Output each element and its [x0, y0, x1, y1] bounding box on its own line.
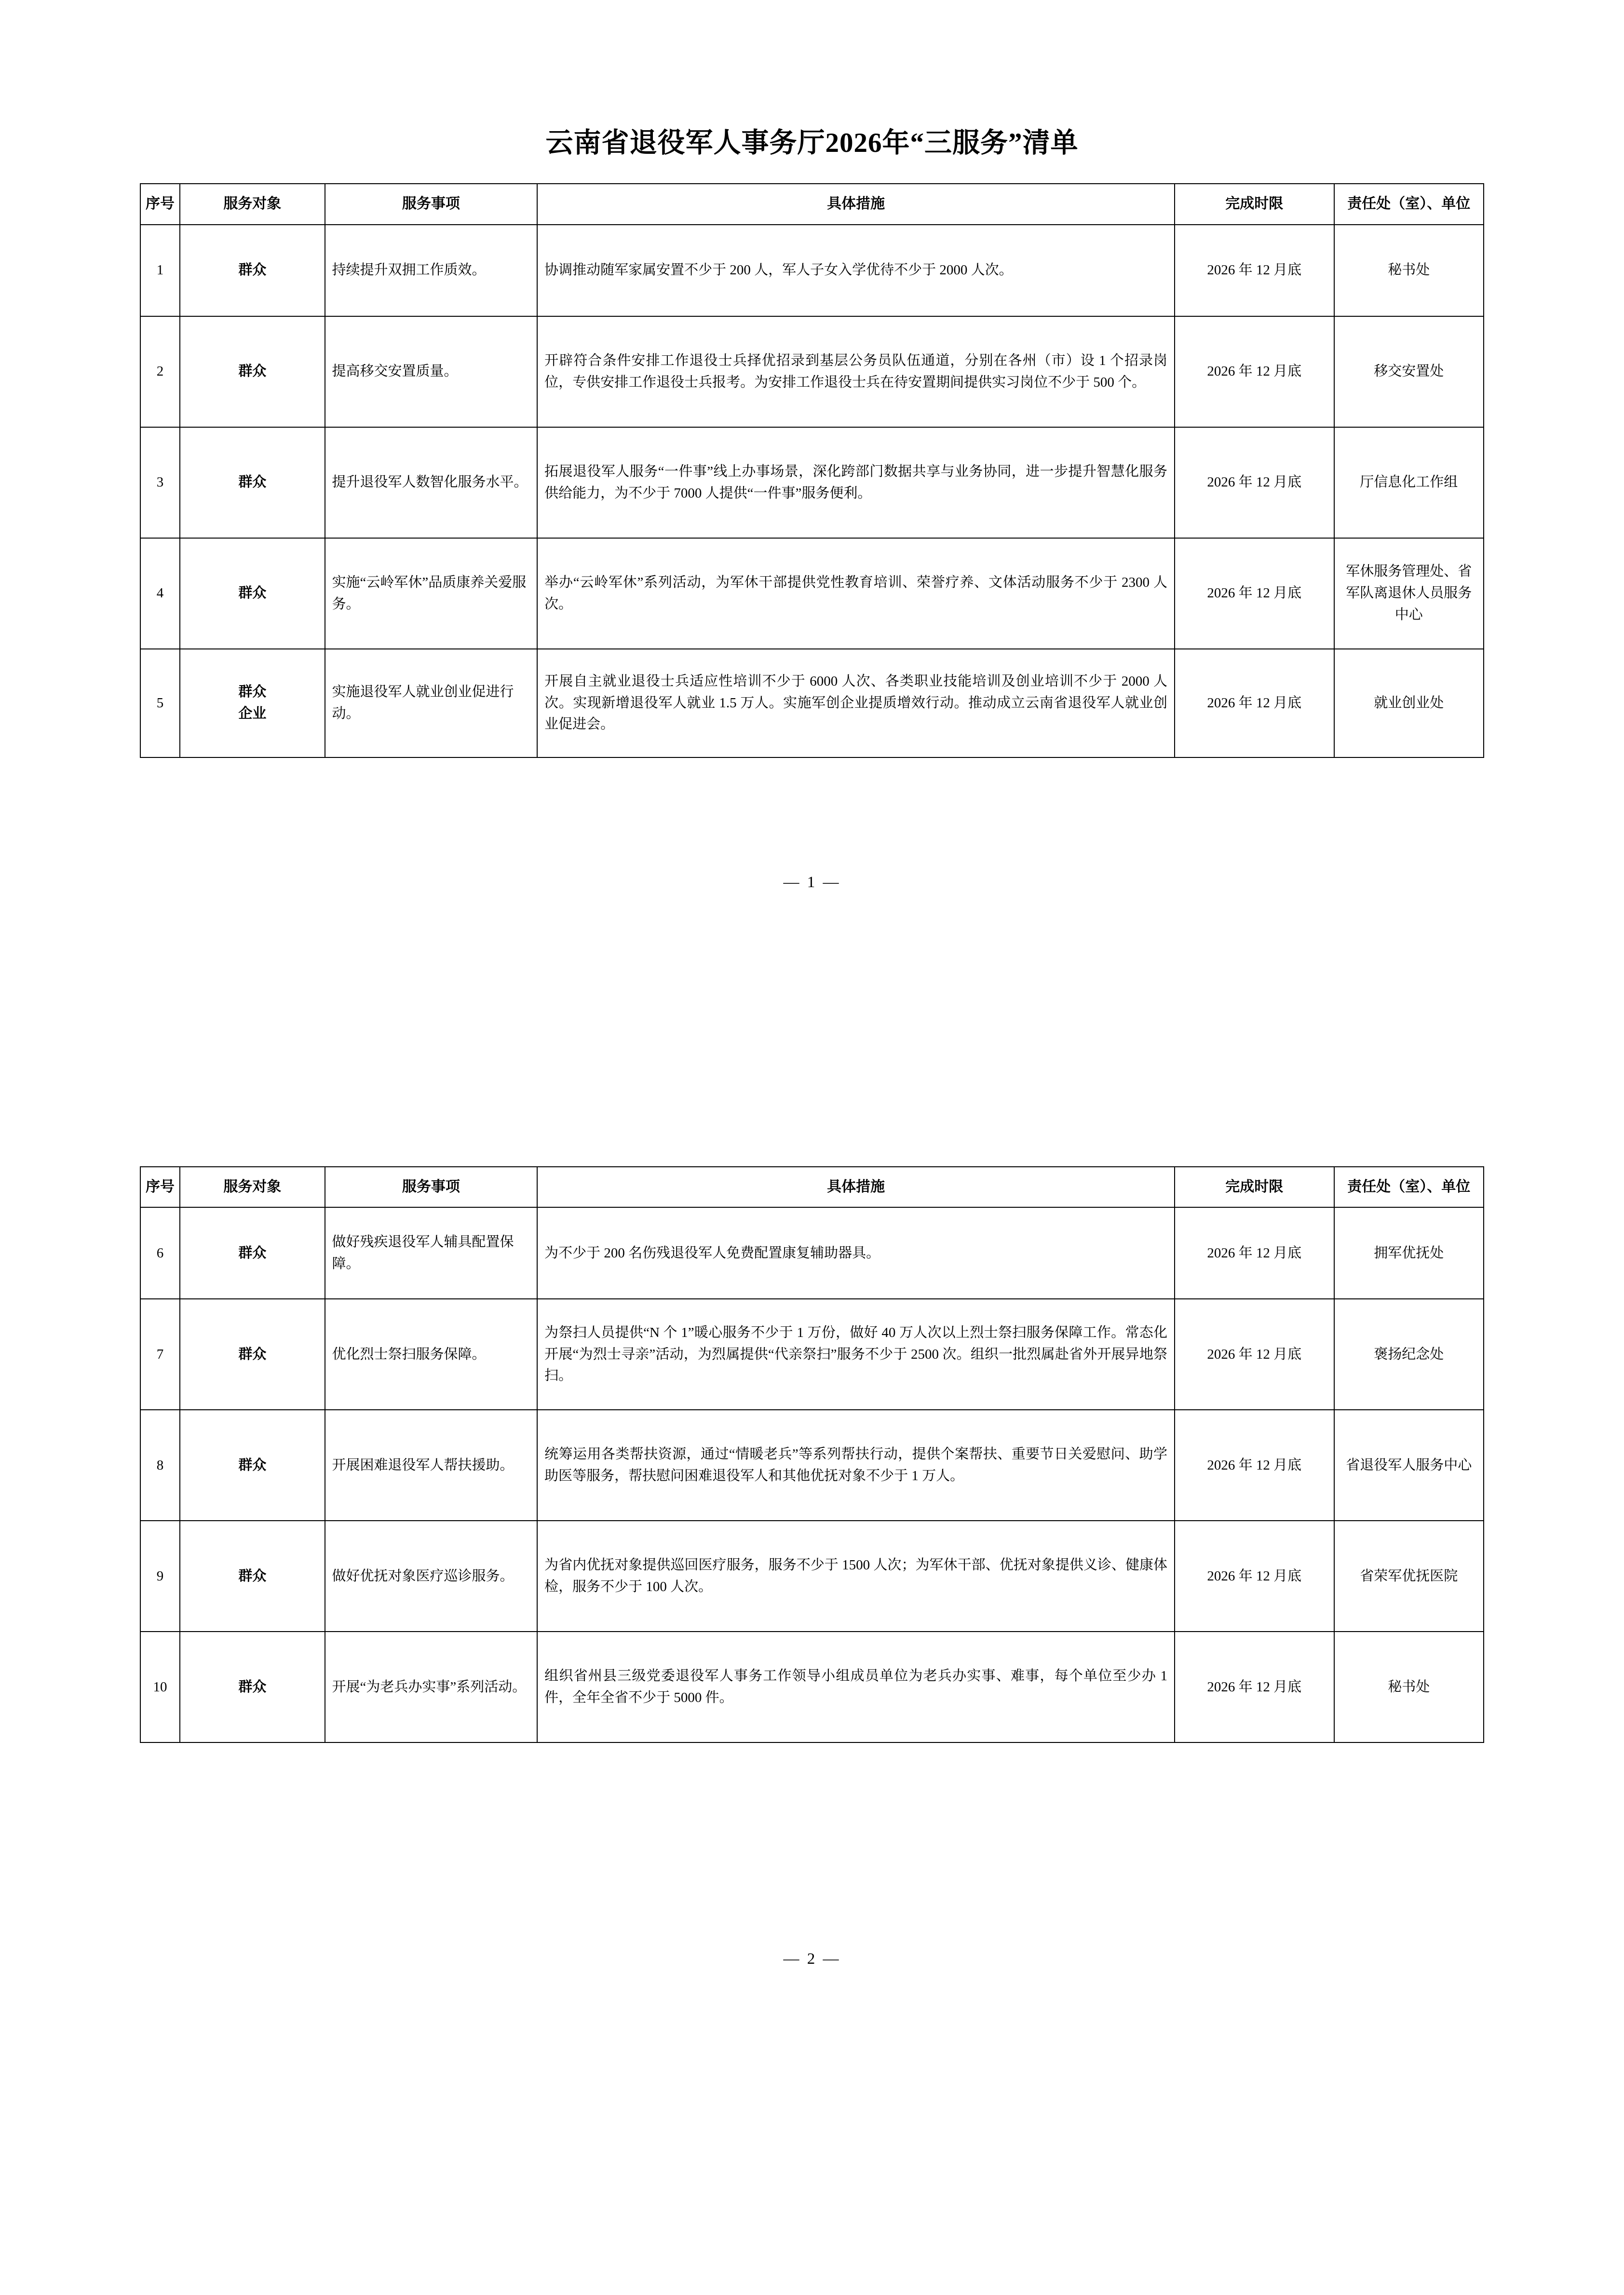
cell-measure: 协调推动随军家属安置不少于 200 人，军人子女入学优待不少于 2000 人次。 — [537, 225, 1175, 316]
table-row — [140, 1207, 1484, 1299]
cell-dept: 厅信息化工作组 — [1334, 427, 1484, 538]
cell-seq: 7 — [140, 1299, 180, 1410]
object-line: 群众 — [238, 474, 267, 490]
page-number-1: — 1 — — [783, 873, 841, 891]
table-row — [140, 1299, 1484, 1410]
column-header-object: 服务对象 — [180, 1167, 325, 1208]
cell-measure: 开辟符合条件安排工作退役士兵择优招录到基层公务员队伍通道，分别在各州（市）设 1 个招录岗位，专供安排工作退役士兵报考。为安排工作退役士兵在待安置期间提供实习岗位不少于 500 个。 — [537, 316, 1175, 427]
column-header-dept: 责任处（室）、单位 — [1334, 1167, 1484, 1208]
cell-seq: 1 — [140, 225, 180, 316]
sheet-page-2 — [0, 964, 1624, 2031]
cell-object — [180, 1207, 325, 1299]
cell-object — [180, 538, 325, 649]
cell-deadline: 2026 年 12 月底 — [1175, 1521, 1334, 1632]
table-header-row — [140, 1167, 1484, 1208]
cell-seq: 10 — [140, 1632, 180, 1742]
table-row — [140, 1410, 1484, 1521]
cell-item: 开展困难退役军人帮扶援助。 — [325, 1410, 538, 1521]
cell-object — [180, 316, 325, 427]
cell-seq: 4 — [140, 538, 180, 649]
service-list-table-page1 — [140, 183, 1484, 758]
column-header-seq: 序号 — [140, 1167, 180, 1208]
cell-deadline: 2026 年 12 月底 — [1175, 225, 1334, 316]
cell-seq: 6 — [140, 1207, 180, 1299]
column-header-deadline: 完成时限 — [1175, 1167, 1334, 1208]
object-line: 企业 — [238, 706, 267, 721]
cell-dept: 军休服务管理处、省军队离退休人员服务中心 — [1334, 538, 1484, 649]
cell-deadline: 2026 年 12 月底 — [1175, 1299, 1334, 1410]
cell-item: 提高移交安置质量。 — [325, 316, 538, 427]
cell-deadline: 2026 年 12 月底 — [1175, 1632, 1334, 1742]
cell-object — [180, 225, 325, 316]
cell-dept: 就业创业处 — [1334, 649, 1484, 757]
cell-measure: 为省内优抚对象提供巡回医疗服务，服务不少于 1500 人次；为军休干部、优抚对象提供义诊、健康体检，服务不少于 100 人次。 — [537, 1521, 1175, 1632]
sheet-page-1 — [0, 0, 1624, 891]
cell-deadline: 2026 年 12 月底 — [1175, 1410, 1334, 1521]
cell-seq: 8 — [140, 1410, 180, 1521]
cell-measure: 组织省州县三级党委退役军人事务工作领导小组成员单位为老兵办实事、难事，每个单位至少办 1 件，全年全省不少于 5000 件。 — [537, 1632, 1175, 1742]
table-row — [140, 427, 1484, 538]
table-row — [140, 225, 1484, 316]
object-line: 群众 — [238, 1457, 267, 1473]
object-line: 群众 — [238, 585, 267, 601]
page-number-2: — 2 — — [783, 1950, 841, 1968]
cell-measure: 拓展退役军人服务“一件事”线上办事场景，深化跨部门数据共享与业务协同，进一步提升智慧化服务供给能力，为不少于 7000 人提供“一件事”服务便利。 — [537, 427, 1175, 538]
cell-measure: 统筹运用各类帮扶资源，通过“情暖老兵”等系列帮扶行动，提供个案帮扶、重要节日关爱慰问、助学助医等服务，帮扶慰问困难退役军人和其他优抚对象不少于 1 万人。 — [537, 1410, 1175, 1521]
cell-seq: 9 — [140, 1521, 180, 1632]
cell-object — [180, 649, 325, 757]
cell-object — [180, 1632, 325, 1742]
table-row — [140, 649, 1484, 757]
service-list-table-page2 — [140, 1166, 1484, 1743]
cell-object — [180, 1410, 325, 1521]
page-title: 云南省退役军人事务厅2026年“三服务”清单 — [545, 128, 1079, 158]
cell-object — [180, 1299, 325, 1410]
object-line: 群众 — [238, 262, 267, 278]
cell-deadline: 2026 年 12 月底 — [1175, 316, 1334, 427]
object-line: 群众 — [238, 1346, 267, 1362]
cell-dept: 褒扬纪念处 — [1334, 1299, 1484, 1410]
table-row — [140, 538, 1484, 649]
cell-item: 实施退役军人就业创业促进行动。 — [325, 649, 538, 757]
object-line: 群众 — [238, 684, 267, 700]
cell-seq: 3 — [140, 427, 180, 538]
cell-seq: 5 — [140, 649, 180, 757]
page-break-spacer — [0, 891, 1624, 964]
column-header-seq: 序号 — [140, 184, 180, 225]
cell-object — [180, 427, 325, 538]
column-header-item: 服务事项 — [325, 184, 538, 225]
bottom-padding — [140, 1968, 1484, 2031]
table-row — [140, 316, 1484, 427]
cell-deadline: 2026 年 12 月底 — [1175, 1207, 1334, 1299]
cell-measure: 为祭扫人员提供“N 个 1”暖心服务不少于 1 万份，做好 40 万人次以上烈士祭扫服务保障工作。常态化开展“为烈士寻亲”活动，为烈属提供“代亲祭扫”服务不少于 2500 次。组织一批烈属赴省外开展异地祭扫。 — [537, 1299, 1175, 1410]
cell-item: 做好残疾退役军人辅具配置保障。 — [325, 1207, 538, 1299]
cell-deadline: 2026 年 12 月底 — [1175, 427, 1334, 538]
column-header-dept: 责任处（室）、单位 — [1334, 184, 1484, 225]
cell-item: 优化烈士祭扫服务保障。 — [325, 1299, 538, 1410]
cell-deadline: 2026 年 12 月底 — [1175, 538, 1334, 649]
cell-deadline: 2026 年 12 月底 — [1175, 649, 1334, 757]
object-line: 群众 — [238, 1679, 267, 1695]
cell-object — [180, 1521, 325, 1632]
object-line: 群众 — [238, 364, 267, 379]
cell-measure: 为不少于 200 名伤残退役军人免费配置康复辅助器具。 — [537, 1207, 1175, 1299]
cell-dept: 秘书处 — [1334, 1632, 1484, 1742]
table-row — [140, 1521, 1484, 1632]
table-header-row — [140, 184, 1484, 225]
object-line: 群众 — [238, 1568, 267, 1584]
cell-seq: 2 — [140, 316, 180, 427]
object-line: 群众 — [238, 1245, 267, 1261]
cell-dept: 移交安置处 — [1334, 316, 1484, 427]
cell-measure: 举办“云岭军休”系列活动，为军休干部提供党性教育培训、荣誉疗养、文体活动服务不少于 2300 人次。 — [537, 538, 1175, 649]
cell-dept: 秘书处 — [1334, 225, 1484, 316]
cell-dept: 省荣军优抚医院 — [1334, 1521, 1484, 1632]
column-header-object: 服务对象 — [180, 184, 325, 225]
cell-dept: 省退役军人服务中心 — [1334, 1410, 1484, 1521]
column-header-measure: 具体措施 — [537, 184, 1175, 225]
cell-item: 提升退役军人数智化服务水平。 — [325, 427, 538, 538]
cell-item: 做好优抚对象医疗巡诊服务。 — [325, 1521, 538, 1632]
cell-measure: 开展自主就业退役士兵适应性培训不少于 6000 人次、各类职业技能培训及创业培训不少于 2000 人次。实现新增退役军人就业 1.5 万人。实施军创企业提质增效行动。推动成立云南省退役军人就业创业促进会。 — [537, 649, 1175, 757]
column-header-deadline: 完成时限 — [1175, 184, 1334, 225]
table-row — [140, 1632, 1484, 1742]
column-header-item: 服务事项 — [325, 1167, 538, 1208]
cell-dept: 拥军优抚处 — [1334, 1207, 1484, 1299]
cell-item: 实施“云岭军休”品质康养关爱服务。 — [325, 538, 538, 649]
column-header-measure: 具体措施 — [537, 1167, 1175, 1208]
cell-item: 持续提升双拥工作质效。 — [325, 225, 538, 316]
cell-item: 开展“为老兵办实事”系列活动。 — [325, 1632, 538, 1742]
